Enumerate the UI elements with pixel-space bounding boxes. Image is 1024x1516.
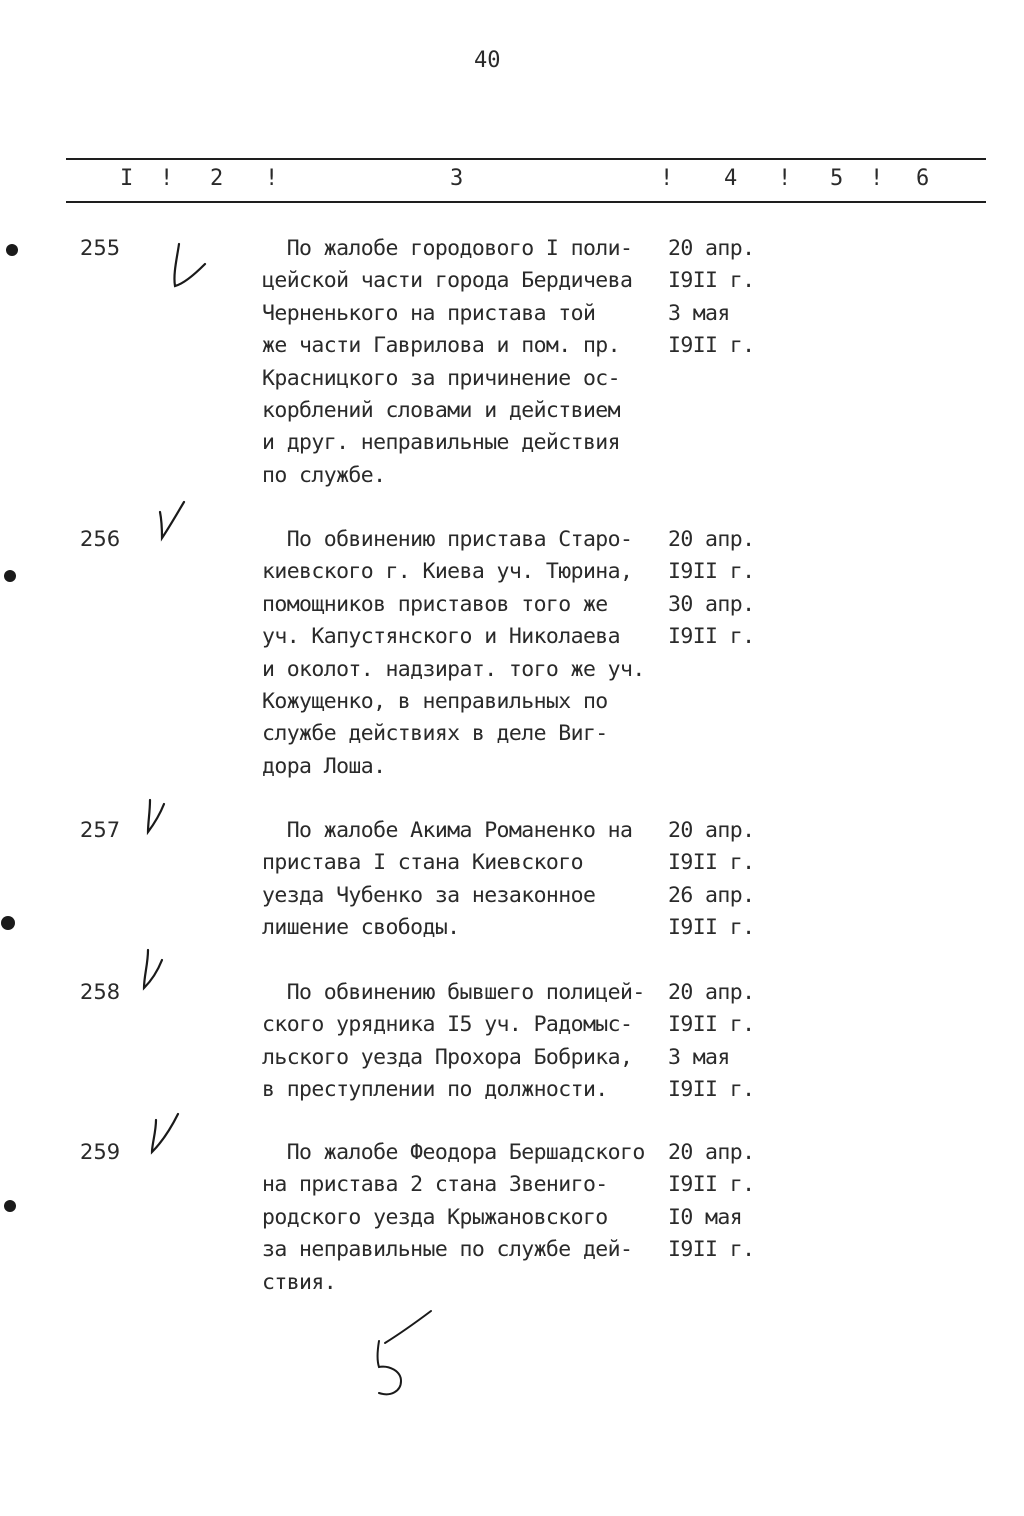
description-line: родского уезда Крыжановского	[262, 1204, 608, 1230]
date-line: I9II г.	[668, 1077, 755, 1103]
description-line: помощников приставов того же	[262, 591, 608, 617]
description-line: и друг. неправильные действия	[262, 430, 620, 456]
date-line: I9II г.	[668, 1012, 755, 1038]
date-line: I9II г.	[668, 850, 755, 876]
entry-description	[262, 977, 682, 1107]
handwritten-check-mark	[165, 240, 235, 310]
date-line: I9II г.	[668, 333, 755, 359]
date-line: I9II г.	[668, 915, 755, 941]
description-line: По обвинению пристава Старо-	[262, 527, 633, 552]
header-sep-2: !	[265, 166, 279, 191]
date-line: 20 апр.	[668, 1140, 755, 1165]
date-line: I9II г.	[668, 268, 755, 294]
description-line: По обвинению бывшего полицей-	[262, 980, 645, 1005]
description-line: корблений словами и действием	[262, 397, 620, 423]
entry-dates	[668, 977, 788, 1107]
header-top-rule	[66, 158, 986, 160]
entry-description	[262, 1137, 682, 1299]
description-line: киевского г. Киева уч. Тюрина,	[262, 559, 633, 585]
entry-number: 259	[80, 1140, 121, 1164]
date-line: 30 апр.	[668, 591, 755, 617]
margin-dot-icon	[2, 566, 22, 586]
description-line: ского урядника I5 уч. Радомыс-	[262, 1012, 633, 1038]
date-line: I9II г.	[668, 1172, 755, 1198]
margin-dot-icon	[4, 240, 24, 260]
header-col-5: 5	[830, 166, 844, 191]
entry-dates	[668, 233, 788, 363]
date-line: 20 апр.	[668, 527, 755, 552]
description-line: на пристава 2 стана Звениго-	[262, 1172, 608, 1198]
date-line: I0 мая	[668, 1204, 743, 1230]
description-line: дора Лоша.	[262, 753, 386, 779]
header-col-6: 6	[916, 166, 930, 191]
entry-description	[262, 815, 682, 945]
description-line: цейской части города Бердичева	[262, 268, 633, 294]
header-col-2: 2	[210, 166, 224, 191]
date-line: 20 апр.	[668, 236, 755, 261]
entry-description	[262, 524, 682, 783]
date-line: 20 апр.	[668, 980, 755, 1005]
description-line: льского уезда Прохора Бобрика,	[262, 1044, 633, 1070]
date-line: I9II г.	[668, 1237, 755, 1263]
description-line: По жалобе городового I поли-	[262, 236, 633, 261]
description-line: и околот. надзират. того же уч.	[262, 656, 645, 682]
header-col-1: I	[120, 166, 134, 191]
margin-dot-icon	[0, 913, 20, 933]
description-line: Красницкого за причинение ос-	[262, 365, 620, 391]
date-line: 20 апр.	[668, 818, 755, 843]
entry-dates	[668, 524, 788, 654]
page-number: 40	[474, 48, 501, 73]
description-line: уч. Капустянского и Николаева	[262, 624, 620, 650]
entry-number: 257	[80, 818, 121, 842]
date-line: 26 апр.	[668, 882, 755, 908]
handwritten-check-mark	[140, 792, 210, 862]
margin-dot-icon	[2, 1196, 22, 1216]
entry-number: 256	[80, 527, 121, 551]
description-line: Черненького на пристава той	[262, 300, 596, 326]
entry-dates	[668, 815, 788, 945]
description-line: ствия.	[262, 1269, 337, 1295]
date-line: 3 мая	[668, 300, 730, 326]
header-sep-3: !	[660, 166, 674, 191]
header-col-3: 3	[450, 166, 464, 191]
header-col-4: 4	[724, 166, 738, 191]
description-line: пристава I стана Киевского	[262, 850, 583, 876]
entry-description	[262, 233, 682, 492]
header-sep-5: !	[870, 166, 884, 191]
description-line: По жалобе Феодора Бершадского	[262, 1140, 645, 1165]
date-line: I9II г.	[668, 624, 755, 650]
handwritten-check-mark	[138, 944, 208, 1014]
header-sep-1: !	[160, 166, 174, 191]
entry-number: 255	[80, 236, 121, 260]
handwritten-check-mark	[152, 494, 222, 564]
description-line: же части Гаврилова и пом. пр.	[262, 333, 620, 359]
description-line: за неправильные по службе дей-	[262, 1237, 633, 1263]
description-line: лишение свободы.	[262, 915, 460, 941]
entry-dates	[668, 1137, 788, 1267]
description-line: службе действиях в деле Виг-	[262, 721, 608, 747]
date-line: I9II г.	[668, 559, 755, 585]
date-line: 3 мая	[668, 1044, 730, 1070]
description-line: Кожущенко, в неправильных по	[262, 688, 608, 714]
description-line: По жалобе Акима Романенко на	[262, 818, 633, 843]
description-line: по службе.	[262, 462, 386, 488]
handwritten-check-mark	[144, 1108, 214, 1178]
header-sep-4: !	[778, 166, 792, 191]
handwritten-five-mark	[365, 1305, 445, 1405]
description-line: в преступлении по должности.	[262, 1077, 608, 1103]
description-line: уезда Чубенко за незаконное	[262, 882, 596, 908]
entry-number: 258	[80, 980, 121, 1004]
header-bottom-rule	[66, 201, 986, 203]
